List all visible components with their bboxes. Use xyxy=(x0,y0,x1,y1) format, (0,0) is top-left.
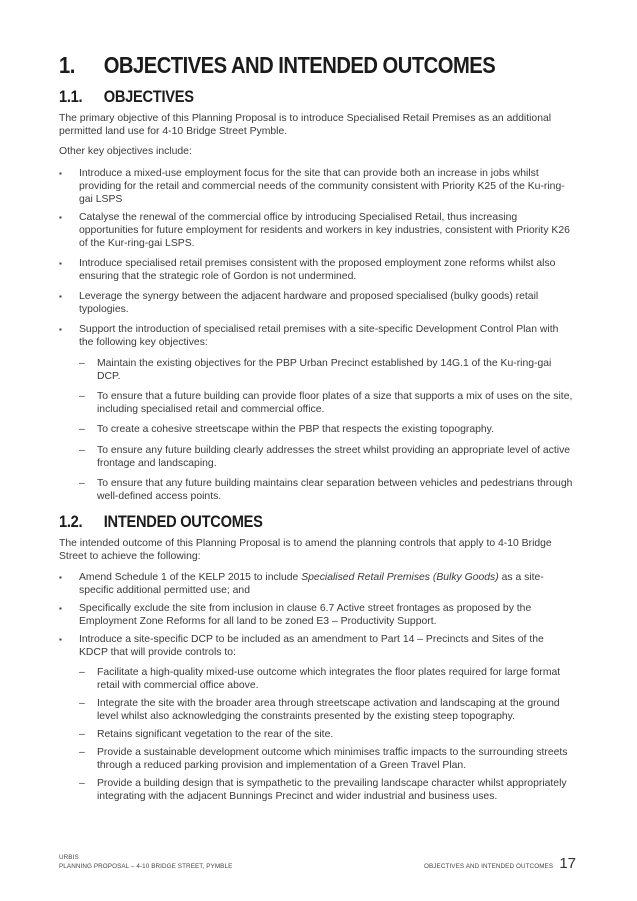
chapter-heading xyxy=(59,52,495,79)
sub-list-item-text: To create a cohesive streetscape within the PBP that respects the existing topography. xyxy=(97,424,494,435)
sub-list-item-text: Provide a sustainable development outcome which minimises traffic impacts to the surrounding streets through a reduced parking provision and implementation of a Green Travel Plan. xyxy=(97,747,568,771)
section-title: OBJECTIVES xyxy=(103,87,194,106)
dash-marker: – xyxy=(79,358,85,369)
bullet-marker: ▪ xyxy=(59,292,62,301)
sub-list-item-text: Facilitate a high-quality mixed-use outcome which integrates the floor plates required for large format retail with commercial office above. xyxy=(97,667,561,691)
dash-marker: – xyxy=(79,747,85,758)
section-number: 1.1. xyxy=(59,87,83,106)
list-item-text: Introduce specialised retail premises consistent with the proposed employment zone reforms whilst also ensuring that the strategic role of Gordon is not undermined. xyxy=(79,258,556,282)
list-item-text: Introduce a mixed-use employment focus for the site that can provide both an increase in jobs whilst providing for the retail and commercial needs of the community consistent with Priority K25 of the Ku-ring-gai LSPS xyxy=(79,168,565,205)
sub-list-item-text: To ensure that a future building can provide floor plates of a size that supports a mix of uses on the site, including specialised retail and commercial office. xyxy=(97,391,573,415)
dash-marker: – xyxy=(79,729,85,740)
bullet-marker: ▪ xyxy=(59,573,62,582)
section-heading-objectives xyxy=(59,87,194,107)
list-item-text: Introduce a site-specific DCP to be included as an amendment to Part 14 – Precincts and Sites of the KDCP that will provide controls to: xyxy=(79,634,544,658)
section-title: INTENDED OUTCOMES xyxy=(103,512,263,531)
sub-list-item-text: Retains significant vegetation to the rear of the site. xyxy=(97,729,334,740)
footer-section-title: OBJECTIVES AND INTENDED OUTCOMES xyxy=(424,863,554,870)
list-item-text-part: Amend Schedule 1 of the KELP 2015 to include xyxy=(79,572,302,583)
bullet-marker: ▪ xyxy=(59,213,62,222)
section-number: 1.2. xyxy=(59,512,83,531)
list-item-text: Support the introduction of specialised retail premises with a site-specific Development Control Plan with the following key objectives: xyxy=(79,324,559,348)
dash-marker: – xyxy=(79,667,85,678)
bullet-marker: ▪ xyxy=(59,169,62,178)
section-heading-intended-outcomes xyxy=(59,512,263,532)
list-item-text: Leverage the synergy between the adjacent hardware and proposed specialised (bulky goods) retail typologies. xyxy=(79,291,539,315)
list-item-text-part: as a site-specific additional permitted use; and xyxy=(79,572,544,596)
chapter-number: 1. xyxy=(59,52,75,78)
dash-marker: – xyxy=(79,391,85,402)
list-item-text xyxy=(79,572,575,598)
bullet-marker: ▪ xyxy=(59,325,62,334)
sub-list-item-text: Maintain the existing objectives for the PBP Urban Precinct established by 14G.1 of the Ku-ring-gai DCP. xyxy=(97,358,552,382)
dash-marker: – xyxy=(79,478,85,489)
dash-marker: – xyxy=(79,424,85,435)
dash-marker: – xyxy=(79,445,85,456)
list-item-text: Catalyse the renewal of the commercial office by introducing Specialised Retail, thus increasing opportunities for future employment for residents and workers in key industries, consistent with Priority K26 of the Kur-ring-gai LSPS. xyxy=(79,212,570,249)
sub-list-item-text: To ensure that any future building maintains clear separation between vehicles and pedestrians through well-defined access points. xyxy=(97,478,573,502)
chapter-title: OBJECTIVES AND INTENDED OUTCOMES xyxy=(103,52,496,78)
bullet-marker: ▪ xyxy=(59,635,62,644)
list-item-text: Specifically exclude the site from inclusion in clause 6.7 Active street frontages as proposed by the Employment Zone Reforms for all land to be zoned E3 – Productivity Support. xyxy=(79,603,532,627)
bullet-marker: ▪ xyxy=(59,259,62,268)
footer-org: URBIS xyxy=(59,854,79,861)
page-number: 17 xyxy=(559,855,576,872)
sub-list-item-text: Provide a building design that is sympathetic to the prevailing landscape character whilst appropriately integrating with the adjacent Bunnings Precinct and wider industrial and business uses. xyxy=(97,778,567,802)
sub-list-item-text: To ensure any future building clearly addresses the street whilst providing an appropriate level of active frontage and landscaping. xyxy=(97,445,571,469)
sub-list-item-text: Integrate the site with the broader area through streetscape activation and landscaping at the ground level whilst also acknowledging the constraints presented by the existing steep topography. xyxy=(97,698,560,722)
dash-marker: – xyxy=(79,778,85,789)
list-item-emphasis: Specialised Retail Premises (Bulky Goods) xyxy=(301,572,499,583)
footer-document-title: PLANNING PROPOSAL – 4-10 BRIDGE STREET, PYMBLE xyxy=(59,863,233,870)
outcomes-intro: The intended outcome of this Planning Proposal is to amend the planning controls that apply to 4-10 Bridge Street to achieve the following: xyxy=(59,538,552,562)
bullet-marker: ▪ xyxy=(59,604,62,613)
dash-marker: – xyxy=(79,698,85,709)
objectives-lead: Other key objectives include: xyxy=(59,146,192,157)
objectives-intro: The primary objective of this Planning Proposal is to introduce Specialised Retail Premises as an additional permitted land use for 4-10 Bridge Street Pymble. xyxy=(59,113,552,137)
